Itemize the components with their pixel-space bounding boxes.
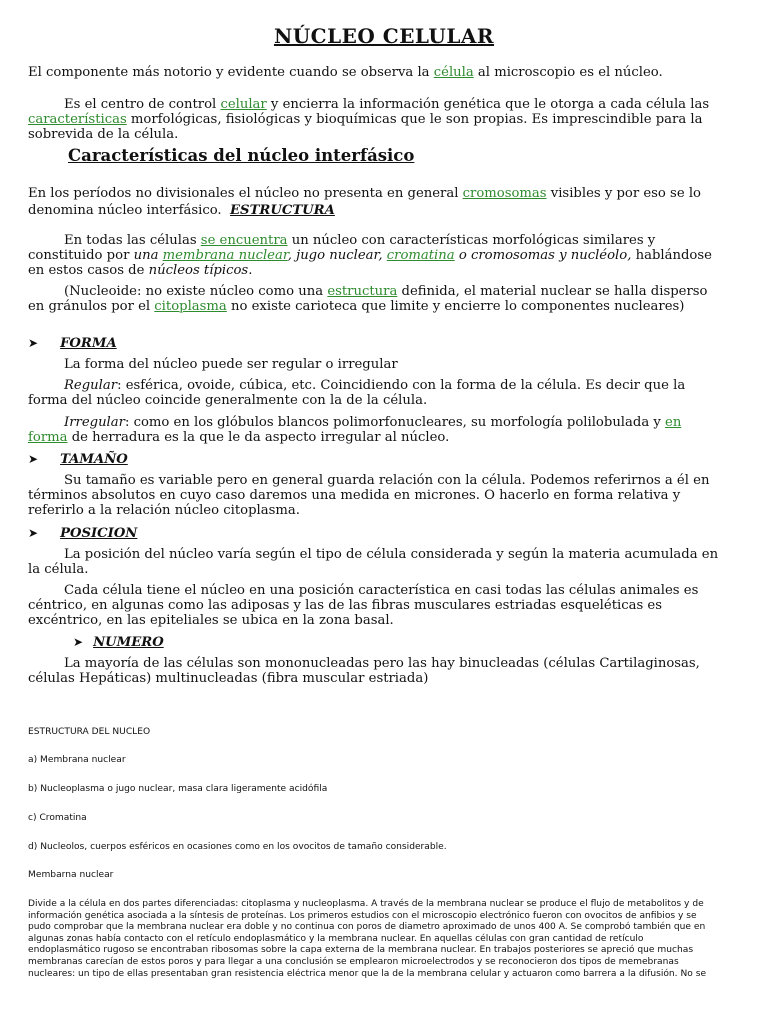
posicion-heading: POSICION [60, 526, 138, 541]
text: una [133, 247, 163, 263]
text: un núcleo con características morfológicas similares y constituido por [28, 233, 656, 263]
forma-paragraph-3 [28, 416, 724, 446]
text: , jugo nuclear, [287, 247, 387, 263]
link-celular[interactable]: celular [220, 97, 267, 112]
text: visibles y por eso se lo denomina núcleo interfásico. [28, 186, 701, 218]
tamano-paragraph-1: Su tamaño es variable pero en general guarda relación con la célula. Podemos referirnos a él en términos absolutos en cuyo caso daremos una medida en micrones. O hacerlo en forma relativa y referirlo a la relación núcleo citoplasma. [28, 473, 710, 518]
text: El componente más notorio y evidente cuando se observa la [28, 65, 434, 80]
link-membrana-nuclear[interactable]: membrana nuclear [162, 247, 288, 263]
text: definida, el material nuclear se halla disperso en gránulos por el [28, 284, 708, 314]
forma-heading-row [28, 336, 117, 352]
structure-item-d: d) Nucleolos, cuerpos esféricos en ocasiones como en los ovocitos de tamaño considerable. [28, 842, 447, 852]
numero-heading-row [73, 635, 164, 651]
interphase-paragraph-1 [28, 185, 724, 219]
posicion-heading-row [28, 526, 137, 542]
link-celula[interactable]: célula [433, 65, 474, 80]
link-caracteristicas[interactable]: características [28, 111, 127, 127]
structure-item-b: b) Nucleoplasma o jugo nuclear, masa clara ligeramente acidófila [28, 784, 328, 794]
link-citoplasma[interactable]: citoplasma [154, 298, 227, 314]
link-cromosomas[interactable]: cromosomas [462, 186, 547, 201]
section-title: Características del núcleo interfásico [68, 146, 415, 165]
numero-heading: NUMERO [93, 635, 164, 650]
text: no existe carioteca que limite y encierre lo componentes nucleares) [226, 298, 685, 314]
membrane-paragraph: Divide a la célula en dos partes diferenciadas: citoplasma y nucleoplasma. A través de la membrana nuclear se produce el flujo de metabolitos y de información genética asociada a la síntesis de proteínas. Los primeros estudios con el microscopio electrónico fueron con ovocitos de anfibios y se pudo comprobar que la membrana nuclear era doble y no continua con poros de diametro aproximado de unos 400 A. Se comprobó también que en algunas zonas había contacto con el retículo endoplasmático y la membrana nuclear. En aquellas células con gran cantidad de retículo endoplasmático rugoso se encontraban ribosomas sobre la capa externa de la membrana nuclear. En trabajos posteriores se apreció que muchas membranas carecían de estos poros y para llegar a una conclusión se emplearon microelectrodos y se reconocieron dos tipos de memebranas nucleares: un tipo de ellas presentaban gran resistencia eléctrica menor que la de la membrana celular y actuaron como barrera a la difusión. No se [28, 899, 707, 979]
text: núcleos típicos [148, 262, 249, 278]
text: de herradura es la que le da aspecto irregular al núcleo. [67, 429, 450, 445]
text: o cromosomas y nucléolo, [454, 247, 632, 263]
structure-item-a: a) Membrana nuclear [28, 755, 126, 765]
intro-paragraph-2 [28, 98, 724, 142]
arrowhead-bullet-icon: ➤ [73, 635, 84, 649]
text: En los períodos no divisionales el núcleo no presenta en general [28, 186, 463, 201]
text: : esférica, ovoide, cúbica, etc. Coincidiendo con la forma de la célula. Es decir que la forma del núcleo coincide generalmente con la de la célula. [28, 378, 686, 408]
arrowhead-bullet-icon: ➤ [28, 526, 39, 540]
link-estructura[interactable]: estructura [327, 284, 398, 299]
membrane-heading: Membarna nuclear [28, 870, 114, 880]
interphase-paragraph-2 [28, 234, 724, 278]
forma-paragraph-1: La forma del núcleo puede ser regular o irregular [64, 357, 398, 372]
link-se-encuentra[interactable]: se encuentra [200, 233, 288, 248]
text: Regular [64, 378, 118, 393]
text: (Nucleoide: no existe núcleo como una [64, 284, 328, 299]
text: : como en los glóbulos blancos polimorfonucleares, su morfología polilobulada y [124, 415, 666, 430]
numero-paragraph-1: La mayoría de las células son mononucleadas pero las hay binucleadas (células Cartilaginosas, células Hepáticas) multinucleadas (fibra muscular estriada) [28, 656, 700, 686]
posicion-paragraph-1: La posición del núcleo varía según el tipo de célula considerada y según la materia acumulada en la célula. [28, 547, 719, 577]
arrowhead-bullet-icon: ➤ [28, 452, 39, 466]
structure-item-c: c) Cromatina [28, 813, 87, 823]
tamano-heading: TAMAÑO [60, 452, 128, 467]
text: hablándose en estos casos de [28, 247, 712, 278]
link-en-forma[interactable]: en forma [28, 415, 682, 445]
text: morfológicas, fisiológicas y bioquímicas que le son propias. Es imprescindible para la sobrevida de la célula. [28, 111, 703, 142]
page-title: NÚCLEO CELULAR [273, 24, 495, 48]
tamano-heading-row [28, 452, 128, 468]
forma-paragraph-2 [28, 379, 724, 409]
text: y encierra la información genética que le otorga a cada célula las [266, 97, 710, 112]
structure-heading: ESTRUCTURA DEL NUCLEO [28, 727, 151, 737]
intro-paragraph-1 [28, 66, 724, 81]
text: al microscopio es el núcleo. [473, 65, 663, 80]
text: Es el centro de control [64, 97, 221, 112]
text: . [248, 262, 253, 278]
estructura-label: ESTRUCTURA [230, 203, 335, 218]
text: En todas las células [64, 233, 201, 248]
link-cromatina[interactable]: cromatina [386, 247, 455, 263]
forma-heading: FORMA [60, 336, 117, 351]
interphase-paragraph-3 [28, 285, 724, 315]
text: Irregular [64, 415, 125, 430]
posicion-paragraph-2: Cada célula tiene el núcleo en una posición característica en casi todas las células animales es céntrico, en algunas como las adiposas y las de las fibras musculares estriadas esqueléticas es excéntrico, en las epiteliales se ubica en la zona basal. [28, 583, 699, 628]
arrowhead-bullet-icon: ➤ [28, 336, 39, 350]
